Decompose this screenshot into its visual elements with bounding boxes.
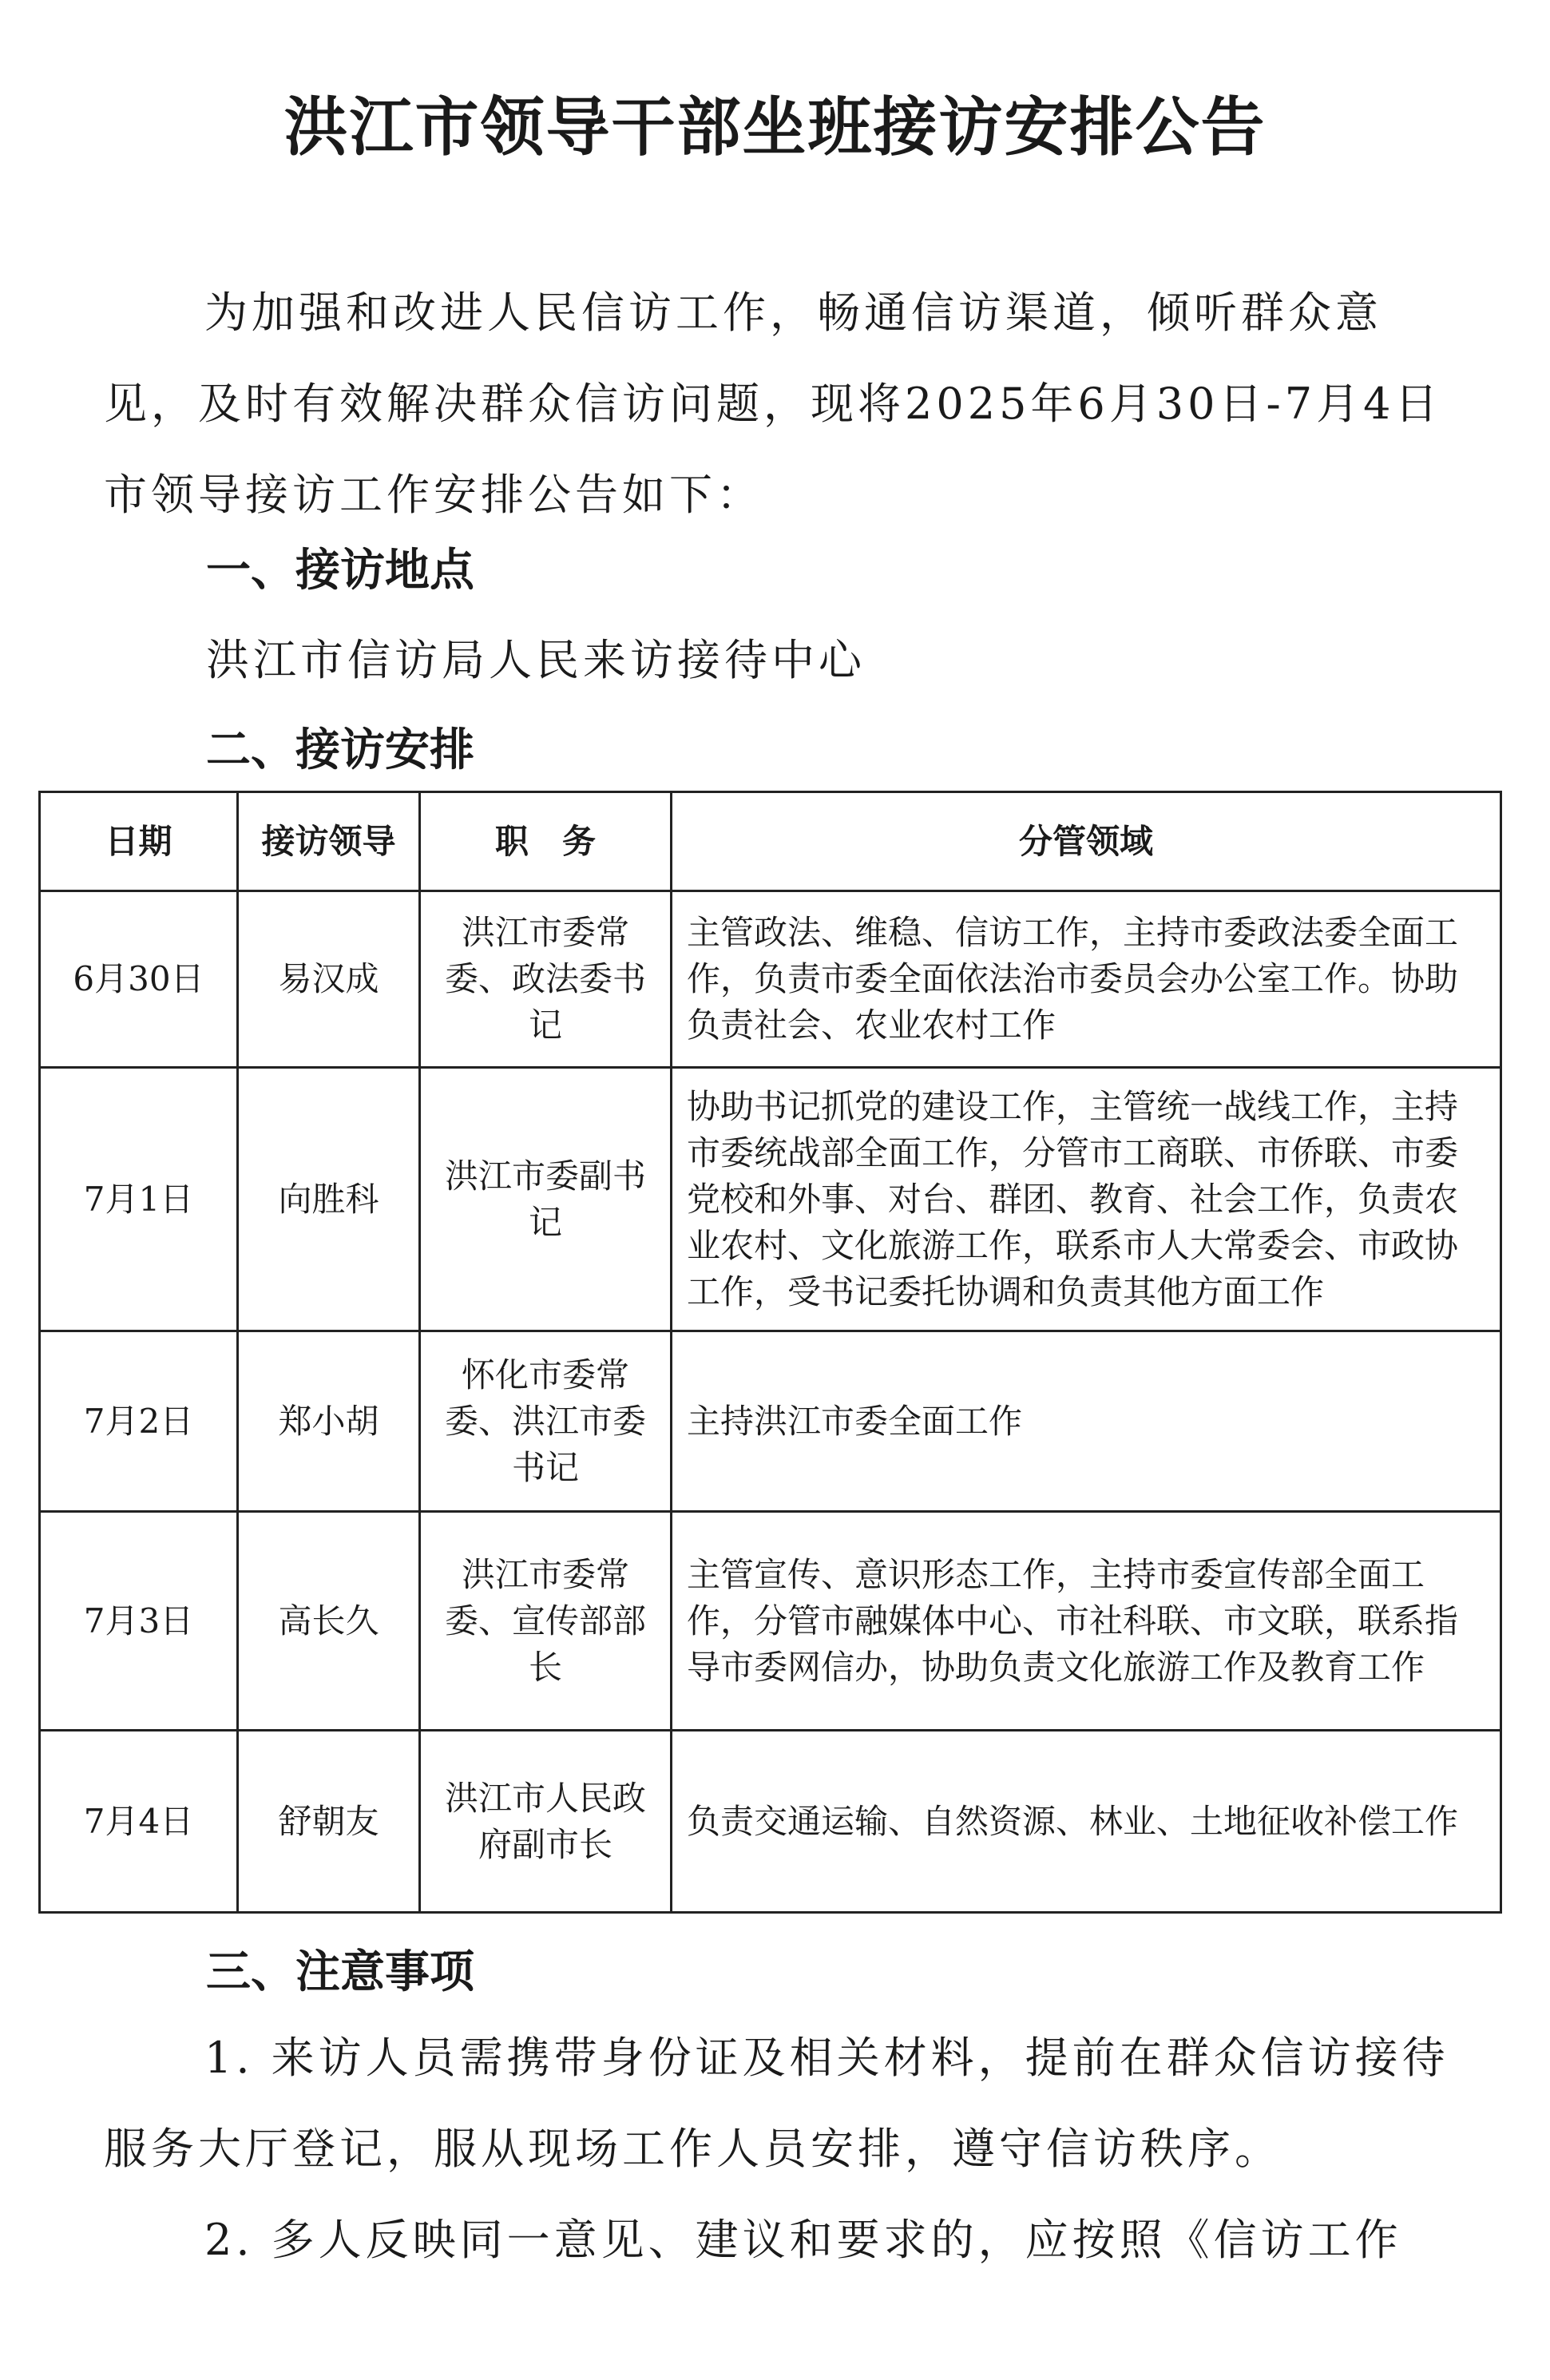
schedule-table (38, 791, 1502, 1914)
header-date: 日期 (40, 792, 238, 891)
table-row (40, 1512, 1501, 1731)
row-position: 洪江市委副书记 (420, 1068, 672, 1331)
section-heading-schedule: 二、接访安排 (206, 724, 474, 776)
reception-location: 洪江市信访局人民来访接待中心 (206, 635, 866, 685)
row-position: 洪江市委常委、政法委书记 (420, 891, 672, 1068)
row-scope: 主管政法、维稳、信访工作，主持市委政法委全面工作，负责市委全面依法治市委员会办公室工作。协助负责社会、农业农村工作 (672, 891, 1501, 1068)
row-date: 7月4日 (40, 1731, 238, 1913)
intro-paragraph: 为加强和改进人民信访工作，畅通信访渠道，倾听群众意见，及时有效解决群众信访问题，现将2025年6月30日-7月4日市领导接访工作安排公告如下： (104, 288, 1442, 520)
row-scope: 负责交通运输、自然资源、林业、土地征收补偿工作 (672, 1731, 1501, 1913)
row-leader: 向胜科 (238, 1068, 420, 1331)
row-position: 洪江市委常委、宣传部部长 (420, 1512, 672, 1731)
row-date: 7月2日 (40, 1331, 238, 1512)
row-date: 7月3日 (40, 1512, 238, 1731)
row-position: 洪江市人民政府副市长 (420, 1731, 672, 1913)
table-row (40, 1331, 1501, 1512)
row-position: 怀化市委常委、洪江市委书记 (420, 1331, 672, 1512)
row-scope: 主持洪江市委全面工作 (672, 1331, 1501, 1512)
page-title: 洪江市领导干部坐班接访安排公告 (283, 90, 1267, 165)
row-leader: 高长久 (238, 1512, 420, 1731)
row-date: 7月1日 (40, 1068, 238, 1331)
table-row (40, 1731, 1501, 1913)
header-position: 职 务 (420, 792, 672, 891)
note-item: 1. 来访人员需携带身份证及相关材料，提前在群众信访接待服务大厅登记，服从现场工作人员安排，遵守信访秩序。 (104, 2033, 1449, 2174)
header-leader: 接访领导 (238, 792, 420, 891)
row-leader: 舒朝友 (238, 1731, 420, 1913)
row-date: 6月30日 (40, 891, 238, 1068)
notes-list (104, 2013, 1453, 2286)
section-heading-location: 一、接访地点 (206, 545, 474, 597)
section-heading-notes: 三、注意事项 (206, 1946, 474, 1998)
table-row (40, 1068, 1501, 1331)
table-row (40, 891, 1501, 1068)
header-scope: 分管领域 (672, 792, 1501, 891)
row-scope: 协助书记抓党的建设工作，主管统一战线工作，主持市委统战部全面工作，分管市工商联、市侨联、市委党校和外事、对台、群团、教育、社会工作，负责农业农村、文化旅游工作，联系市人大常委会、市政协工作，受书记委托协调和负责其他方面工作 (672, 1068, 1501, 1331)
row-scope: 主管宣传、意识形态工作，主持市委宣传部全面工作，分管市融媒体中心、市社科联、市文联，联系指导市委网信办，协助负责文化旅游工作及教育工作 (672, 1512, 1501, 1731)
row-leader: 易汉成 (238, 891, 420, 1068)
row-leader: 郑小胡 (238, 1331, 420, 1512)
table-header-row (40, 792, 1501, 891)
note-item: 2. 多人反映同一意见、建议和要求的，应按照《信访工作 (204, 2215, 1402, 2265)
